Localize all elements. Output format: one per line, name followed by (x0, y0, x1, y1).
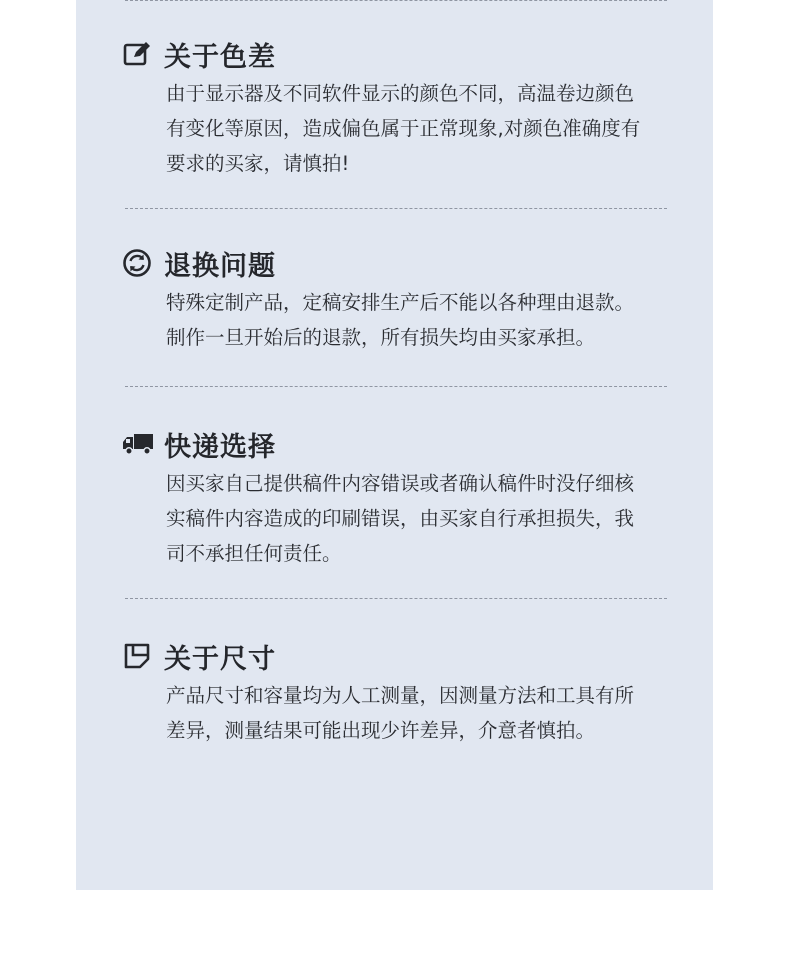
section-body (166, 76, 666, 181)
section-body (166, 678, 666, 748)
body-line: 由于显示器及不同软件显示的颜色不同，高温卷边颜色 (166, 82, 635, 105)
body-line: 制作一旦开始后的退款，所有损失均由买家承担。 (166, 326, 596, 349)
divider (125, 208, 667, 209)
section-body (166, 466, 666, 571)
divider (125, 598, 667, 599)
section-shipping (122, 426, 682, 571)
section-returns (122, 245, 682, 355)
body-line: 因买家自己提供稿件内容错误或者确认稿件时没仔细核 (166, 472, 635, 495)
truck-icon (122, 428, 154, 460)
body-line: 有变化等原因，造成偏色属于正常现象,对颜色准确度有 (166, 117, 641, 140)
section-title: 退换问题 (164, 250, 276, 282)
exchange-icon (122, 247, 154, 279)
body-line: 实稿件内容造成的印刷错误，由买家自行承担损失，我 (166, 507, 635, 530)
section-body (166, 285, 666, 355)
section-color-difference (122, 36, 682, 181)
body-line: 产品尺寸和容量均为人工测量，因测量方法和工具有所 (166, 684, 635, 707)
body-line: 特殊定制产品，定稿安排生产后不能以各种理由退款。 (166, 291, 635, 314)
section-title: 关于尺寸 (164, 643, 276, 675)
section-header (122, 638, 682, 674)
size-note-icon (122, 640, 154, 672)
section-title: 快递选择 (164, 431, 276, 463)
section-header (122, 245, 682, 281)
section-title: 关于色差 (164, 41, 276, 73)
section-header (122, 426, 682, 462)
section-header (122, 36, 682, 72)
body-line: 司不承担任何责任。 (166, 542, 342, 565)
edit-icon (122, 38, 154, 70)
divider (125, 0, 667, 1)
divider (125, 386, 667, 387)
body-line: 要求的买家，请慎拍! (166, 152, 350, 175)
section-size (122, 638, 682, 748)
body-line: 差异，测量结果可能出现少许差异，介意者慎拍。 (166, 719, 596, 742)
